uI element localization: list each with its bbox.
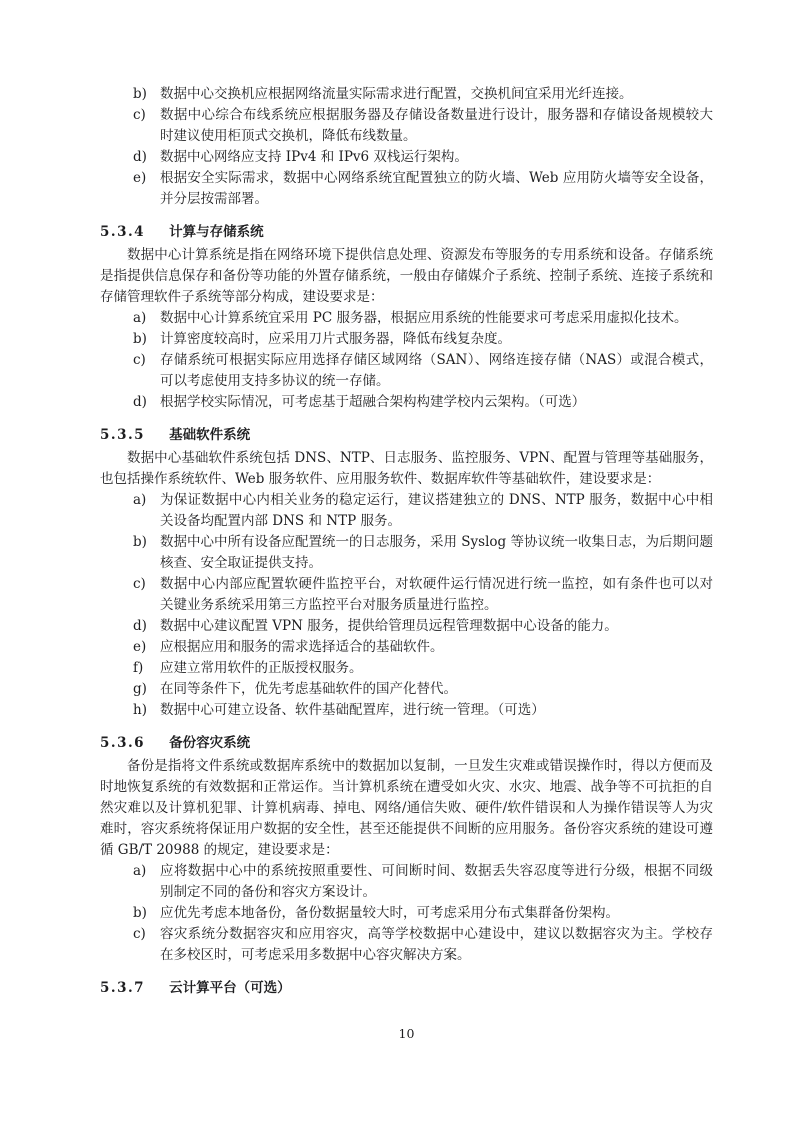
section-heading-5-3-7 xyxy=(100,978,713,999)
list-marker: c) xyxy=(133,926,146,942)
section-heading-5-3-5 xyxy=(100,425,713,446)
section-list xyxy=(100,308,713,413)
list-item-text: 在同等条件下，优先考虑基础软件的国产化替代。 xyxy=(160,681,457,697)
continuation-list xyxy=(100,84,713,210)
section-heading-5-3-6 xyxy=(100,733,713,754)
list-item-text: 应优先考虑本地备份，备份数据量较大时，可考虑采用分布式集群备份架构。 xyxy=(160,905,619,921)
list-item-text: 数据中心建议配置 VPN 服务，提供给管理员远程管理数据中心设备的能力。 xyxy=(160,618,618,634)
section-intro-paragraph: 备份是指将文件系统或数据库系统中的数据加以复制，一旦发生灾难或错误操作时，得以方便而及时地恢复系统的有效数据和正常运作。当计算机系统在遭受如火灾、水灾、地震、战争等不可抗拒的自然灾难以及计算机犯罪、计算机病毒、掉电、网络/通信失败、硬件/软件错误和人为操作错误等人为灾难时，容灾系统将保证用户数据的安全性，甚至还能提供不间断的应用服务。备份容灾系统的建设可遵循 GB/T 20988 的规定，建设要求是： xyxy=(100,758,713,858)
list-marker: d) xyxy=(133,394,147,410)
section-number: 5.3.4 xyxy=(100,224,146,240)
list-item-text: 数据中心综合布线系统应根据服务器及存储设备数量进行设计，服务器和存储设备规模较大时建议使用柜顶式交换机，降低布线数量。 xyxy=(160,107,713,144)
section-list xyxy=(100,861,713,966)
list-item xyxy=(100,637,713,658)
list-item-text: 根据学校实际情况，可考虑基于超融合架构构建学校内云架构。（可选） xyxy=(160,394,586,410)
list-item-text: 容灾系统分数据容灾和应用容灾，高等学校数据中心建设中，建议以数据容灾为主。学校存在多校区时，可考虑采用多数据中心容灾解决方案。 xyxy=(160,926,713,963)
list-item-text: 应根据应用和服务的需求选择适合的基础软件。 xyxy=(160,639,444,655)
section-title: 备份容灾系统 xyxy=(169,735,251,751)
list-marker: b) xyxy=(133,905,147,921)
list-item-text: 计算密度较高时，应采用刀片式服务器，降低布线复杂度。 xyxy=(160,331,511,347)
list-marker: a) xyxy=(133,310,147,326)
list-item-text: 应将数据中心中的系统按照重要性、可间断时间、数据丢失容忍度等进行分级，根据不同级别制定不同的备份和容灾方案设计。 xyxy=(160,863,713,900)
list-marker: e) xyxy=(133,170,147,186)
section-title: 基础软件系统 xyxy=(169,427,251,443)
list-item xyxy=(100,924,713,966)
list-item xyxy=(100,658,713,679)
list-item xyxy=(100,574,713,616)
section-number: 5.3.5 xyxy=(100,427,146,443)
list-marker: c) xyxy=(133,107,146,123)
list-item xyxy=(100,147,713,168)
list-marker: h) xyxy=(133,702,147,718)
list-item-text: 应建立常用软件的正版授权服务。 xyxy=(160,660,363,676)
list-item xyxy=(100,700,713,721)
list-item xyxy=(100,616,713,637)
list-marker: a) xyxy=(133,863,147,879)
list-item-text: 存储系统可根据实际应用选择存储区域网络（SAN）、网络连接存储（NAS）或混合模式，可以考虑使用支持多协议的统一存储。 xyxy=(160,352,713,389)
list-item xyxy=(100,532,713,574)
list-item xyxy=(100,679,713,700)
list-marker: d) xyxy=(133,618,147,634)
section-intro-paragraph: 数据中心计算系统是指在网络环境下提供信息处理、资源发布等服务的专用系统和设备。存储系统是指提供信息保存和备份等功能的外置存储系统，一般由存储媒介子系统、控制子系统、连接子系统和存储管理软件子系统等部分构成，建设要求是： xyxy=(100,247,713,305)
section-heading-5-3-4 xyxy=(100,222,713,243)
list-item-text: 数据中心中所有设备应配置统一的日志服务，采用 Syslog 等协议统一收集日志，为后期问题核查、安全取证提供支持。 xyxy=(160,534,713,571)
section-number: 5.3.7 xyxy=(100,980,146,996)
page-content xyxy=(100,84,713,1001)
list-marker: d) xyxy=(133,149,147,165)
section-title: 云计算平台（可选） xyxy=(169,980,291,996)
list-item xyxy=(100,861,713,903)
list-item xyxy=(100,392,713,413)
list-marker: g) xyxy=(133,681,147,697)
list-item xyxy=(100,105,713,147)
page-number: 10 xyxy=(398,1026,415,1041)
list-marker: b) xyxy=(133,86,147,102)
list-item-text: 数据中心内部应配置软硬件监控平台，对软硬件运行情况进行统一监控，如有条件也可以对关键业务系统采用第三方监控平台对服务质量进行监控。 xyxy=(160,576,713,613)
list-item xyxy=(100,350,713,392)
list-item xyxy=(100,84,713,105)
list-item-text: 数据中心交换机应根据网络流量实际需求进行配置，交换机间宜采用光纤连接。 xyxy=(160,86,633,102)
section-number: 5.3.6 xyxy=(100,735,146,751)
list-item-text: 数据中心可建立设备、软件基础配置库，进行统一管理。（可选） xyxy=(160,702,545,718)
section-title: 计算与存储系统 xyxy=(169,224,264,240)
list-item xyxy=(100,329,713,350)
list-item-text: 数据中心网络应支持 IPv4 和 IPv6 双栈运行架构。 xyxy=(160,149,468,165)
list-marker: b) xyxy=(133,534,147,550)
list-marker: c) xyxy=(133,576,146,592)
list-marker: e) xyxy=(133,639,147,655)
list-item-text: 数据中心计算系统宜采用 PC 服务器，根据应用系统的性能要求可考虑采用虚拟化技术。 xyxy=(160,310,688,326)
list-marker: b) xyxy=(133,331,147,347)
list-marker: a) xyxy=(133,492,147,508)
section-intro-paragraph: 数据中心基础软件系统包括 DNS、NTP、日志服务、监控服务、VPN、配置与管理等基础服务，也包括操作系统软件、Web 服务软件、应用服务软件、数据库软件等基础软件，建设要求是： xyxy=(100,450,713,487)
section-list xyxy=(100,490,713,721)
list-item-text: 根据安全实际需求，数据中心网络系统宜配置独立的防火墙、Web 应用防火墙等安全设备，并分层按需部署。 xyxy=(160,170,713,207)
list-item-text: 为保证数据中心内相关业务的稳定运行，建议搭建独立的 DNS、NTP 服务，数据中心中相关设备均配置内部 DNS 和 NTP 服务。 xyxy=(160,492,713,529)
list-item xyxy=(100,903,713,924)
list-item xyxy=(100,490,713,532)
list-marker: f) xyxy=(133,660,144,676)
list-item xyxy=(100,168,713,210)
list-marker: c) xyxy=(133,352,146,368)
list-item xyxy=(100,308,713,329)
